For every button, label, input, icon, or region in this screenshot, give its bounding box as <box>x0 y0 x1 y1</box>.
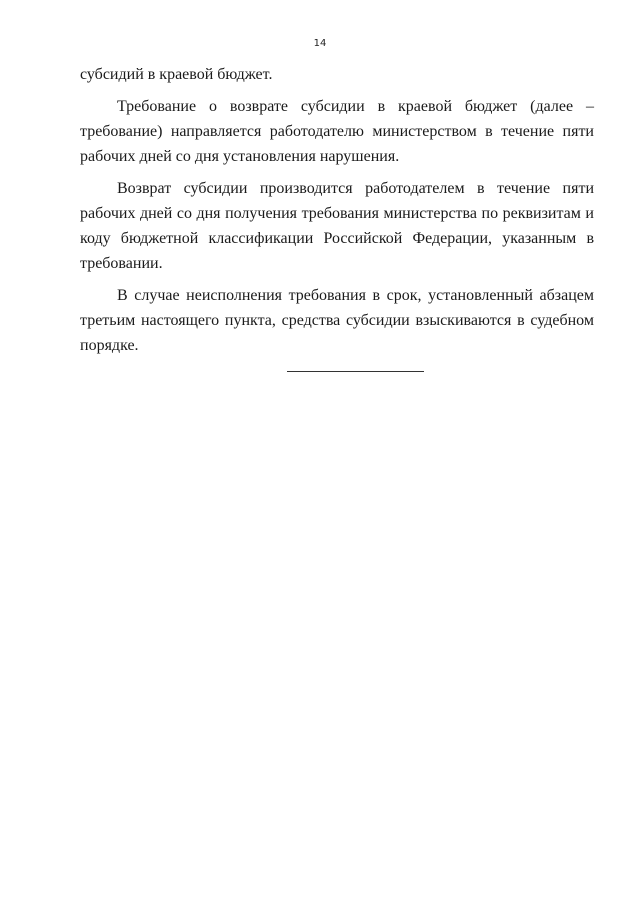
page-number: 14 <box>313 38 327 49</box>
paragraph-court-recovery: В случае неисполнения требования в срок, установленный абзацем третьим настоящего пункта, средства субсидии взыскиваются в судебном порядке. <box>80 287 594 354</box>
paragraph-continuation: субсидий в краевой бюджет. <box>80 66 273 83</box>
end-of-document-rule <box>287 371 424 372</box>
document-body <box>80 62 594 365</box>
paragraph-refund-procedure: Возврат субсидии производится работодателем в течение пяти рабочих дней со дня получения требования министерства по реквизитам и коду бюджетной классификации Российской Федерации, указанным в требовании. <box>80 180 594 272</box>
paragraph-return-requirement: Требование о возврате субсидии в краевой бюджет (далее – требование) направляется работодателю министерством в течение пяти рабочих дней со дня установления нарушения. <box>80 98 594 165</box>
